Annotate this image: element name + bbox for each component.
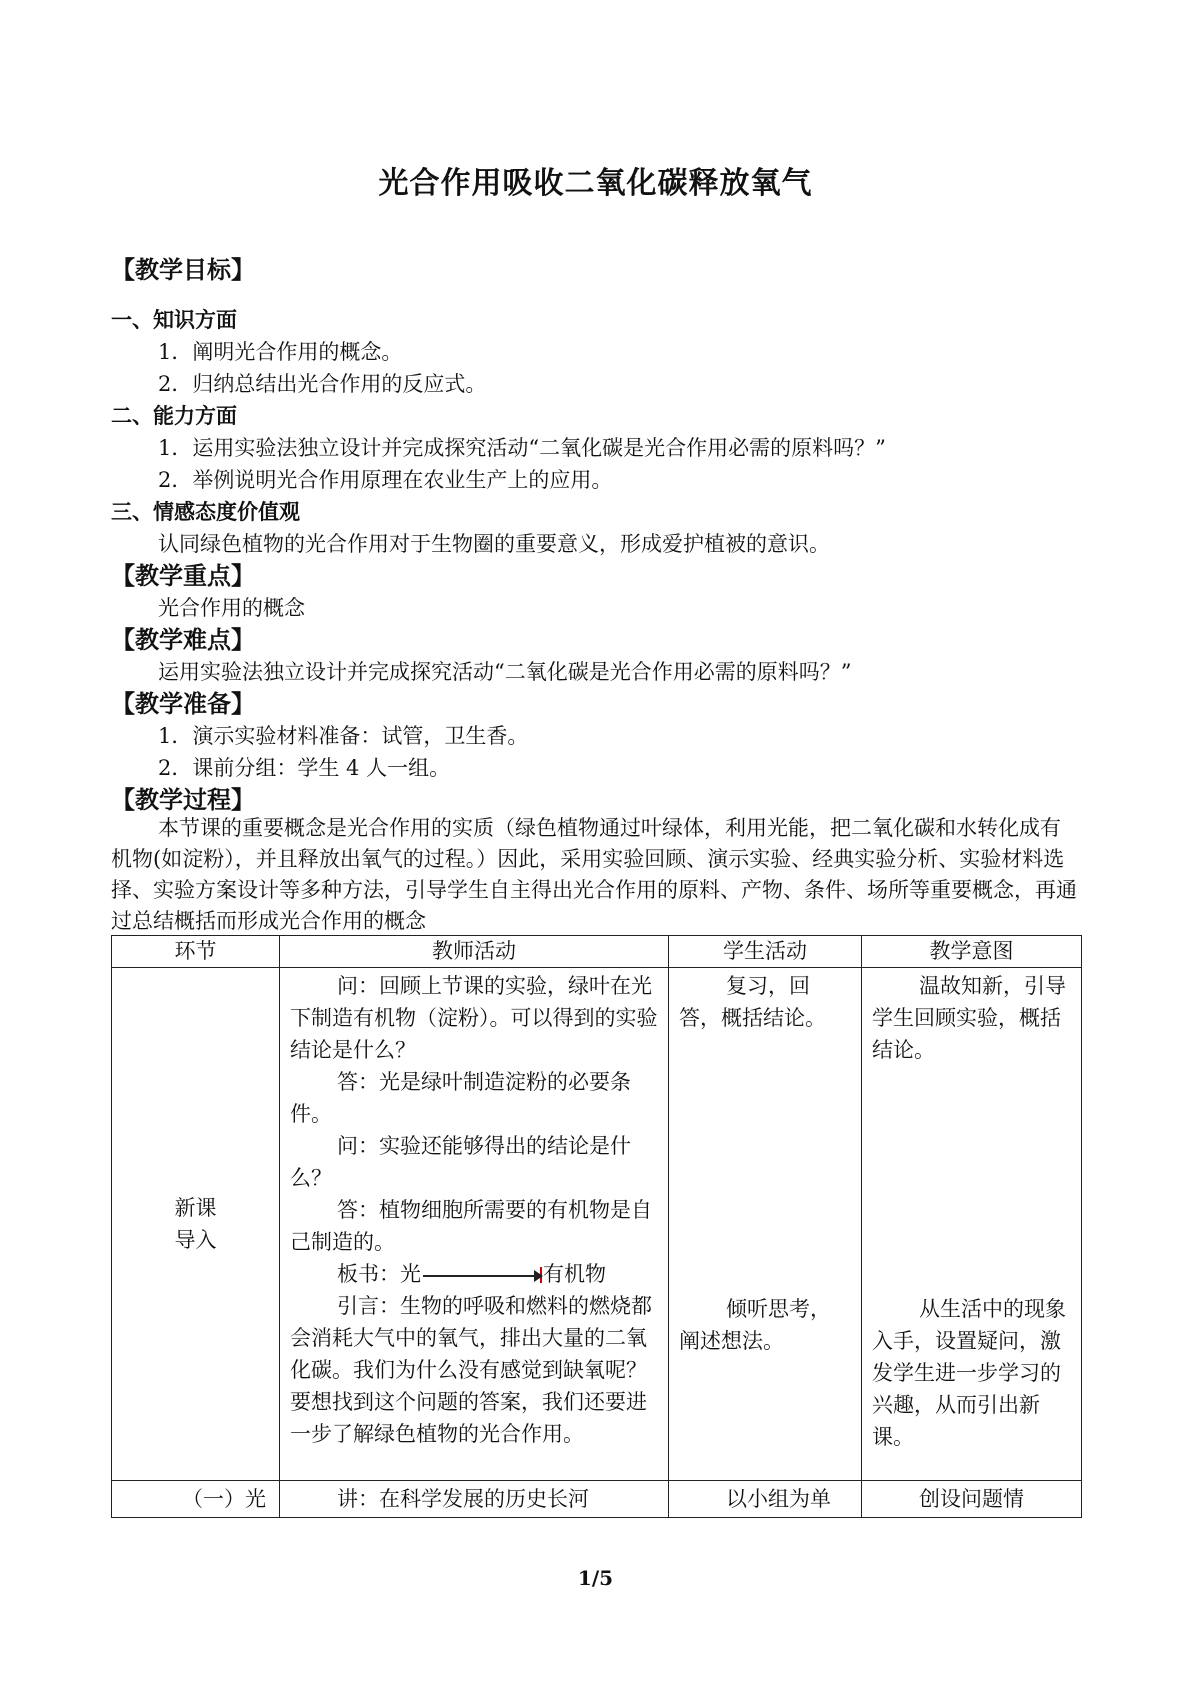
teaching-intent-cell: [862, 968, 1082, 1481]
header-stage: 环节: [112, 936, 280, 968]
student-activity-cell: [669, 968, 862, 1481]
teacher-activity-cell: 讲：在科学发展的历史长河: [280, 1481, 669, 1518]
ability-heading: 二、能力方面: [111, 404, 237, 428]
knowledge-item: 2．归纳总结出光合作用的反应式。: [158, 372, 487, 396]
key-point-heading: 【教学重点】: [111, 562, 255, 590]
knowledge-item: 1．阐明光合作用的概念。: [158, 340, 403, 364]
board-writing: [290, 1258, 658, 1290]
table-row: [112, 968, 1082, 1481]
board-product: 有机物: [543, 1262, 606, 1286]
header-teaching-intent: 教学意图: [862, 936, 1082, 968]
emotion-heading: 三、情感态度价值观: [111, 500, 300, 524]
stage-cell: （一）光: [112, 1481, 280, 1518]
stage-text: 新课: [174, 1196, 217, 1220]
teacher-answer: 答：植物细胞所需要的有机物是自己制造的。: [290, 1198, 652, 1254]
teacher-intro: 引言：生物的呼吸和燃料的燃烧都会消耗大气中的氧气，排出大量的二氧化碳。我们为什么没有感觉到缺氧呢？要想找到这个问题的答案，我们还要进一步了解绿色植物的光合作用。: [290, 1294, 652, 1446]
table-header-row: [112, 936, 1082, 968]
teaching-process-table: [111, 935, 1082, 1518]
preparation-item: 1．演示实验材料准备：试管，卫生香。: [158, 724, 529, 748]
header-student-activity: 学生活动: [669, 936, 862, 968]
preparation-item: 2．课前分组：学生 4 人一组。: [158, 756, 451, 780]
key-point-text: 光合作用的概念: [158, 596, 305, 620]
intent-text: 从生活中的现象入手，设置疑问，激发学生进一步学习的兴趣，从而引出新课。: [872, 1297, 1066, 1449]
student-activity-text: 倾听思考，阐述想法。: [679, 1297, 831, 1353]
knowledge-heading: 一、知识方面: [111, 308, 237, 332]
student-activity-text: 复习，回答，概括结论。: [679, 974, 826, 1030]
teacher-question: 问：实验还能够得出的结论是什么？: [290, 1134, 631, 1190]
objectives-heading: 【教学目标】: [111, 256, 255, 284]
difficulty-heading: 【教学难点】: [111, 626, 255, 654]
preparation-heading: 【教学准备】: [111, 690, 255, 718]
ability-item: 2．举例说明光合作用原理在农业生产上的应用。: [158, 468, 613, 492]
teaching-intent-cell: 创设问题情: [862, 1481, 1082, 1518]
intent-text: 温故知新，引导学生回顾实验，概括结论。: [872, 974, 1066, 1062]
difficulty-text: 运用实验法独立设计并完成探究活动“二氧化碳是光合作用必需的原料吗？”: [158, 660, 852, 684]
teacher-activity-cell: [280, 968, 669, 1481]
header-teacher-activity: 教师活动: [280, 936, 669, 968]
teacher-answer: 答：光是绿叶制造淀粉的必要条件。: [290, 1070, 631, 1126]
ability-item: 1．运用实验法独立设计并完成探究活动“二氧化碳是光合作用必需的原料吗？”: [158, 436, 886, 460]
document-title: 光合作用吸收二氧化碳释放氧气: [378, 166, 813, 201]
stage-text: 导入: [174, 1228, 217, 1252]
page-number: 1/5: [577, 1566, 614, 1590]
student-activity-cell: 以小组为单: [669, 1481, 862, 1518]
arrow-icon: [423, 1275, 541, 1277]
emotion-text: 认同绿色植物的光合作用对于生物圈的重要意义，形成爱护植被的意识。: [158, 532, 830, 556]
teacher-question: 问：回顾上节课的实验，绿叶在光下制造有机物（淀粉）。可以得到的实验结论是什么？: [290, 974, 658, 1062]
table-row: [112, 1481, 1082, 1518]
process-heading: 【教学过程】: [111, 786, 255, 814]
board-label: 板书：光: [337, 1262, 421, 1286]
process-intro: 本节课的重要概念是光合作用的实质（绿色植物通过叶绿体，利用光能，把二氧化碳和水转化成有机物(如淀粉），并且释放出氧气的过程。）因此，采用实验回顾、演示实验、经典实验分析、实验材料选择、实验方案设计等多种方法，引导学生自主得出光合作用的原料、产物、条件、场所等重要概念，再通过总结概括而形成光合作用的概念: [111, 816, 1077, 933]
stage-cell: [112, 968, 280, 1481]
